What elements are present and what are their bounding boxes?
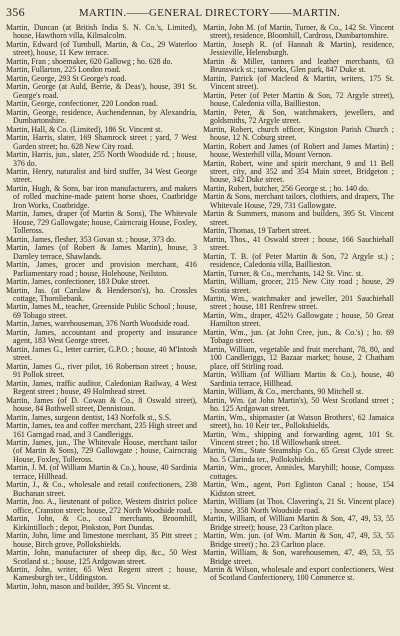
directory-entry: Martin, James, accountant and property and insurance agent, 183 West George street. [6, 327, 197, 346]
directory-entry: Martin, James, confectioner, 183 Duke street. [6, 277, 150, 287]
directory-entry: Martin, Hall, & Co. (Limited), 186 St. Vincent st. [6, 124, 163, 134]
directory-entry: Martin, Wm., State Steamship Co., 65 Great Clyde street: ho. 5 Clarinda ter., Pollokshields. [203, 446, 394, 464]
directory-entry: Martin, James, grocer and provision merchant, 416 Parliamentary road ; house, Holehouse, Neilston. [6, 260, 197, 278]
directory-entry: Martin, James G., river pilot, 16 Robertson street ; house, 91 Pollok street. [6, 361, 197, 380]
directory-entry: Martin, Turner, & Co., merchants, 142 St. Vinc. st. [203, 268, 363, 278]
directory-entry: Martin, James, tea and coffee merchant, 235 High street and 161 Garngad road, and 3 Candleriggs. [6, 421, 197, 439]
directory-entry: Martin, Robert, wine and spirit merchant, 9 and 11 Bell street, city, and 352 and 354 Main street, Bridgeton ; house, 342 Duke street. [203, 158, 394, 185]
directory-entry: Martin, Wm., shipping and forwarding agent, 101 St. Vincent street ; ho. 18 Willowbank street. [203, 429, 394, 447]
directory-entry: Martin, George (at Auld, Berrie, & Deas'), house, 391 St. George's road. [6, 82, 197, 100]
directory-entry: Martin, William, & Co., merchants, 90 Mitchell st. [203, 387, 364, 397]
directory-entry: Martin, Duncan (at British India S. N. Co.'s, Limited), house, Hawthorn villa, Kilmalcolm. [6, 24, 197, 41]
directory-entry: Martin, John, & Co., coal merchants, Broomhill, Kirkintilloch ; depot, Pinkston, Port Dundas. [6, 514, 197, 532]
directory-entry: Martin, Patrick (of Macleod & Martin, writers, 175 St. Vincent street). [203, 73, 394, 92]
directory-entry: Martin, James, draper (of Martin & Sons), The Whitevale House, 729 Gallowgate; house, Cairncraig House, Foxley, Tolleross. [6, 209, 197, 236]
directory-entry: Martin, William (of William Martin & Co.), house, 40 Sardinia terrace, Hillhead. [203, 370, 394, 388]
directory-entry: Martin, Wm., agent, Port Eglinton Canal ; house, 154 Kidston street. [203, 480, 394, 498]
left-column [6, 24, 197, 632]
directory-entry: Martin, J., & Co., wholesale and retail confectioners, 238 Buchanan street. [6, 480, 197, 498]
directory-entry: Martin, Jas. (at Carslaw & Henderson's), ho. Crossles cottage, Thornliebank. [6, 285, 197, 303]
directory-entry: Martin, Wm. jun. (of Wm. Martin & Son, 47, 49, 53, 55 Bridge street) ; ho. 23 Carlton place. [203, 531, 394, 549]
directory-entry: Martin, Peter (of Peter Martin & Son, 72 Argyle street), house, Caledonia villa, Baillieston. [203, 90, 394, 109]
directory-entry: Martin & Sons, merchant tailors, clothiers, and drapers, The Whitevale House, 729, 731 Gallowgate. [203, 192, 394, 210]
directory-entry: Martin, John, lime and limestone merchant, 35 Pitt street ; house, Birch grove, Pollokshields. [6, 531, 197, 549]
directory-entry: Martin, John, writer, 65 West Regent street ; house, Kamesburgh ter., Uddingston. [6, 565, 197, 583]
page-header [6, 6, 394, 20]
directory-entry: Martin, Robert and James (of Robert and James Martin) ; house, Westerhill villa, Mount Vernon. [203, 141, 394, 160]
directory-entry: Martin, Harris, jun., slater, 255 North Woodside rd. ; house, 376 do. [6, 150, 197, 168]
directory-entry: Martin, Robert, church officer, Kingston Parish Church ; house, 12 N. Coburg street. [203, 124, 394, 143]
directory-entry: Martin, J. M. (of William Martin & Co.), house, 40 Sardinia terrace, Hillhead. [6, 463, 197, 481]
directory-entry: Martin, John, manufacturer of sheep dip, &c., 50 West Scotland st. ; house, 125 Ardgowan street. [6, 548, 197, 566]
directory-entry: Martin, James (of Robert & James Martin), house, 3 Darnley terrace, Shawlands. [6, 243, 197, 261]
directory-entry: Martin, Fran ; shoemaker, 620 Gallowg ; ho. 628 do. [6, 56, 173, 66]
directory-entry: Martin, Jno. A., lieutenant of police, Western district police office, Cranston street; house, 272 North Woodside road. [6, 497, 197, 515]
directory-entry: Martin, Fullarton, 225 London road. [6, 65, 121, 75]
directory-entry: Martin, William (at Thos. Clavering's, 21 St. Vincent place) ; house, 358 North Woodside road. [203, 497, 394, 515]
directory-entry: Martin, James (of D. Cowan & Co., 8 Oswald street), house, 84 Bothwell street, Dennistoun. [6, 395, 197, 414]
directory-entry: Martin, Henry, naturalist and bird stuffer, 34 West George street. [6, 166, 197, 185]
directory-entry: Martin, Wm., watchmaker and jeweller, 201 Sauchiehall street ; house, 181 Renfrew street. [203, 294, 394, 312]
directory-entry: Martin, James G., letter carrier, G.P.O. ; house, 40 M'Intosh street. [6, 344, 197, 363]
directory-entry: Martin, James, flesher, 353 Govan st. ; house, 373 do. [6, 234, 176, 244]
directory-entry: Martin, James, warehouseman, 376 North Woodside road. [6, 319, 190, 329]
directory-entry: Martin, Peter, & Son, watchmakers, jewellers, and goldsmiths, 72 Argyle street. [203, 107, 394, 126]
directory-entry: Martin, James, traffic auditor, Caledonian Railway, 4 West Regent street ; house, 49 Holmhead street. [6, 378, 197, 397]
directory-entry: Martin, James, jun., The Whitevale House, merchant tailor (of Martin & Sons), 729 Gallowgate ; house, Cairncraig House, Foxley, Tolleross. [6, 437, 197, 464]
directory-entry: Martin & Summers, masons and builders, 395 St. Vincent street. [203, 209, 394, 227]
directory-entry: Martin, Thos., 41 Oswald street ; house, 166 Sauchiehall street. [203, 234, 394, 253]
directory-entry: Martin, Wm., grocer, Annisles, Maryhill; house, Compass cottages. [203, 463, 394, 481]
directory-entry: Martin, Wm., jun. (at John Cree, jun., & Co.'s) ; ho. 69 Tobago street. [203, 327, 394, 346]
directory-entry: Martin, George, 293 St George's road. [6, 73, 127, 83]
directory-entry: Martin, James, surgeon dentist, 143 Norfolk st., S.S. [6, 412, 172, 422]
directory-entry: Martin, John, mason and builder, 395 St. Vincent st. [6, 581, 171, 591]
directory-entry: Martin, Wm., shipmaster (at Watson Brothers', 62 Jamaica street), ho. 10 Keir ter., Pollokshields. [203, 412, 394, 431]
directory-entry: Martin, George, confectioner, 220 London road. [6, 99, 158, 109]
directory-entry: Martin, Wm., draper, 452½ Gallowgate ; house, 50 Great Hamilton street. [203, 310, 394, 329]
directory-entry: Martin, Wm. (at John Martin's), 50 West Scotland street ; ho. 125 Ardgowan street. [203, 395, 394, 414]
directory-entry: Martin, William, vegetable and fruit merchant, 78, 80, and 100 Candleriggs, 12 Bazaar market; house, 2 Chatham place, off Stirling road. [203, 344, 394, 371]
directory-entry: Martin, William, grocer, 215 New City road ; house, 29 Scotia street. [203, 277, 394, 295]
directory-entry: Martin & Wilson, wholesale and export confectioners, West of Scotland Confectionery, 100 Commerce st. [203, 565, 394, 583]
directory-entry: Martin, William, of William Martin & Son, 47, 49, 53, 55 Bridge street); house, 23 Carlton place. [203, 514, 394, 532]
running-head: MARTIN.——GENERAL DIRECTORY——MARTIN. [78, 7, 341, 19]
directory-entry: Martin, Thomas, 19 Tarbert street. [203, 226, 312, 236]
directory-entry: Martin, T. B. (of Peter Martin & Son, 72 Argyle st.) ; residence, Caledonia villa, Baillieston. [203, 251, 394, 270]
directory-columns [6, 24, 394, 632]
directory-entry: Martin, James M., teacher, Greenside Public School ; house, 69 Tobago street. [6, 302, 197, 320]
directory-entry: Martin, William, & Son, warehousemen, 47, 49, 53, 55 Bridge street. [203, 548, 394, 566]
right-column [203, 24, 394, 632]
directory-entry: Martin, Hugh, & Sons, bar iron manufacturers, and makers of rolled machine-made patent horse shoes, Coatbridge Iron Works, Coatbridge. [6, 183, 197, 210]
directory-entry: Martin, Harris, slater, 169 Shamrock street ; yard, 7 West Garden street; ho. 628 New City road. [6, 133, 197, 151]
page-number: 356 [6, 5, 25, 19]
directory-entry: Martin, Joseph R. (of Hannah & Martin), residence, Jessieville, Helensburgh. [203, 39, 394, 58]
directory-entry: Martin, George, residence, Auchendennan, by Alexandria, Dumbartonshire. [6, 107, 197, 126]
directory-entry: Martin, Robert, butcher, 256 George st. ; ho. 140 do. [203, 183, 369, 193]
directory-entry: Martin & Miller, tanners and leather merchants, 63 Brunswick st.; tanworks, Glen park, 847 Duke st. [203, 56, 394, 75]
directory-entry: Martin, Edward (of Turnbull, Martin, & Co., 29 Waterloo street), house, 11 Kew terrace. [6, 39, 197, 58]
directory-entry: Martin, John M. (of Martin, Turner, & Co., 142 St. Vincent street), residence, Bloomhill, Cardross, Dumbartonshire. [203, 24, 394, 41]
